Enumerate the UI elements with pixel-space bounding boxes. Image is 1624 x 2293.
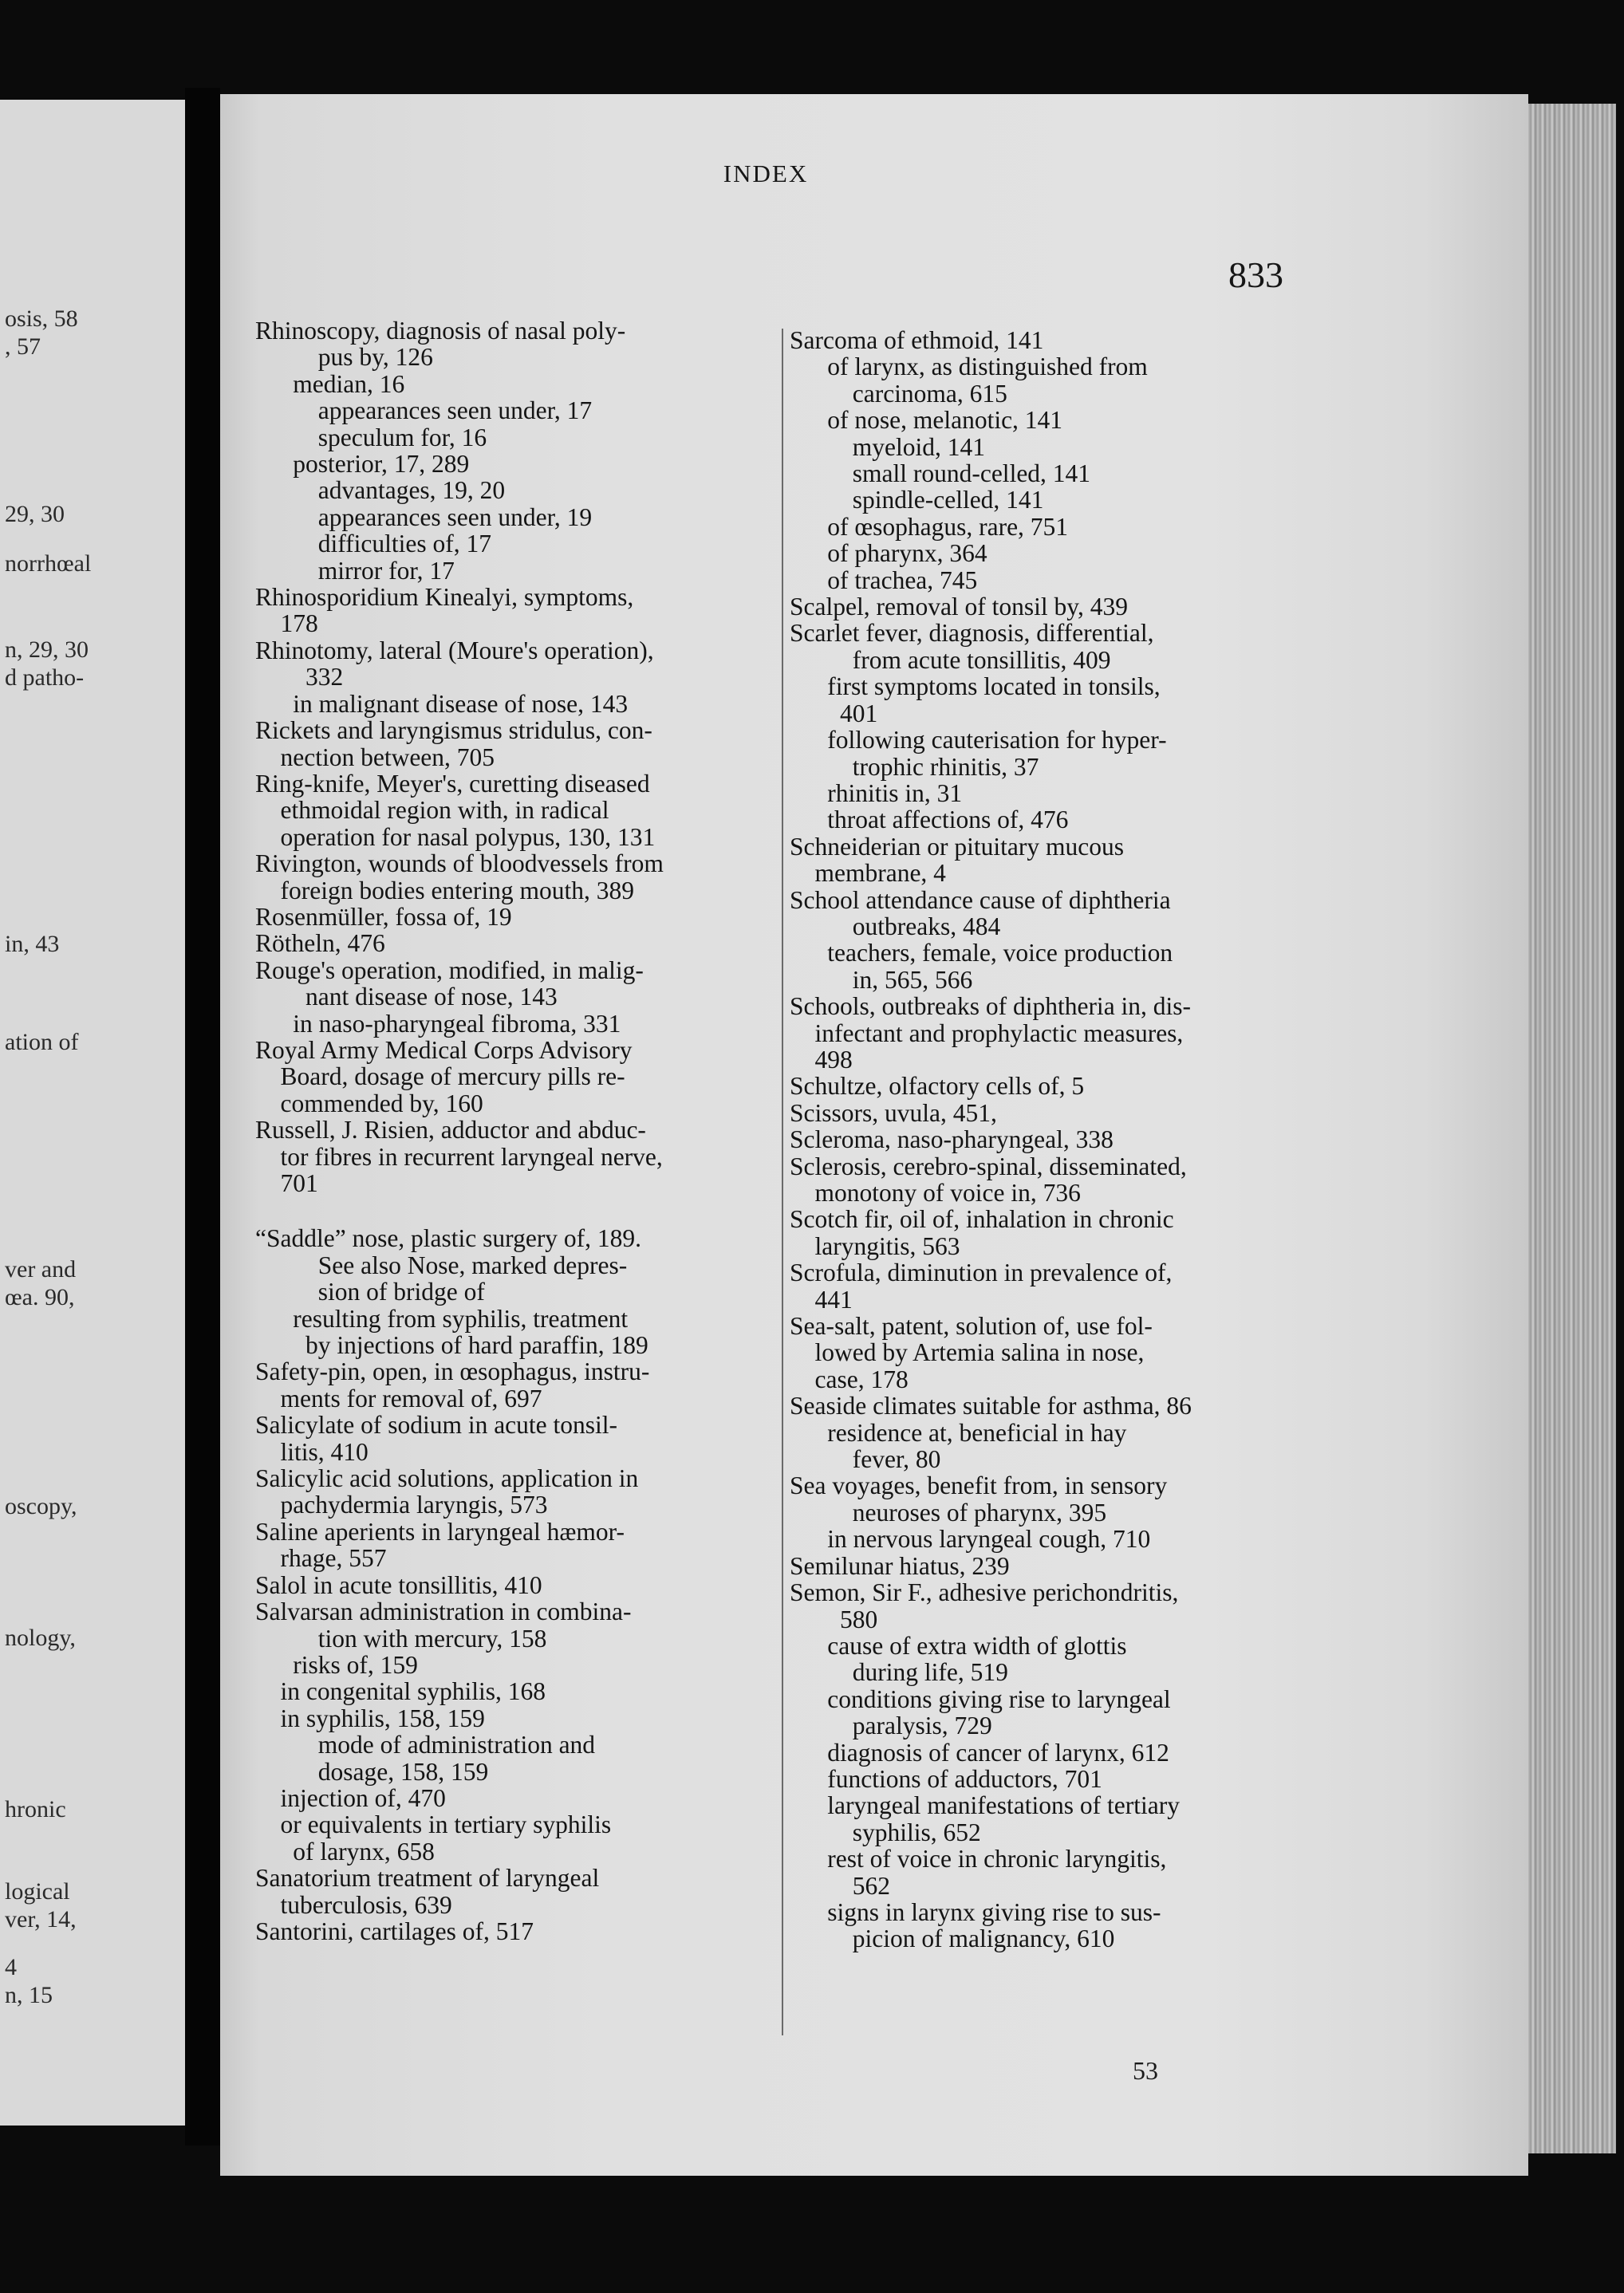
index-entry: sion of bridge of xyxy=(255,1278,485,1306)
index-entry: Royal Army Medical Corps Advisory xyxy=(255,1035,633,1064)
index-entry: mode of administration and xyxy=(255,1731,596,1759)
facing-page-fragment: hronic xyxy=(5,1796,66,1822)
index-entry: pachydermia laryngis, 573 xyxy=(255,1491,548,1519)
index-entry: operation for nasal polypus, 130, 131 xyxy=(255,822,656,851)
index-entry: rhage, 557 xyxy=(255,1544,387,1573)
index-entry: speculum for, 16 xyxy=(255,423,487,451)
facing-page-fragment: nology, xyxy=(5,1625,76,1651)
index-entry: myeloid, 141 xyxy=(790,432,985,461)
facing-page-fragment: , 57 xyxy=(5,333,41,360)
index-entry: in malignant disease of nose, 143 xyxy=(255,689,629,718)
index-entry: Sanatorium treatment of laryngeal xyxy=(255,1864,600,1893)
index-entry: Santorini, cartilages of, 517 xyxy=(255,1917,534,1945)
index-entry: Saline aperients in laryngeal hæmor- xyxy=(255,1517,625,1546)
index-entry: risks of, 159 xyxy=(255,1650,418,1679)
index-entry: Salicylate of sodium in acute tonsil- xyxy=(255,1411,618,1440)
index-entry: pus by, 126 xyxy=(255,343,433,372)
index-entry: appearances seen under, 17 xyxy=(255,396,593,425)
index-entry: foreign bodies entering mouth, 389 xyxy=(255,876,635,904)
index-entry: in congenital syphilis, 168 xyxy=(255,1677,546,1706)
index-entry: Scotch fir, oil of, inhalation in chronic xyxy=(790,1205,1174,1234)
index-entry: 441 xyxy=(790,1285,853,1314)
index-entry: in nervous laryngeal cough, 710 xyxy=(790,1525,1151,1554)
index-entry: cause of extra width of glottis xyxy=(790,1631,1127,1660)
index-entry: teachers, female, voice production xyxy=(790,939,1173,967)
index-entry: first symptoms located in tonsils, xyxy=(790,672,1161,701)
page-number: 833 xyxy=(1228,254,1283,295)
facing-page-fragment: œa. 90, xyxy=(5,1284,75,1310)
index-entry: Rhinoscopy, diagnosis of nasal poly- xyxy=(255,317,626,345)
index-entry: 562 xyxy=(790,1871,890,1900)
index-entry: following cauterisation for hyper- xyxy=(790,726,1167,754)
index-entry: dosage, 158, 159 xyxy=(255,1757,489,1786)
index-entry: mirror for, 17 xyxy=(255,556,455,585)
index-entry: Scrofula, diminution in prevalence of, xyxy=(790,1259,1173,1287)
index-entry: Scarlet fever, diagnosis, differential, xyxy=(790,619,1154,648)
index-entry: Sea voyages, benefit from, in sensory xyxy=(790,1472,1168,1500)
column-rule xyxy=(782,329,783,2035)
index-entry: laryngitis, 563 xyxy=(790,1231,960,1260)
index-entry: Schultze, olfactory cells of, 5 xyxy=(790,1072,1085,1101)
index-entry: of larynx, as distinguished from xyxy=(790,353,1148,381)
index-entry: carcinoma, 615 xyxy=(790,379,1007,408)
facing-page xyxy=(0,100,185,2126)
index-entry: tion with mercury, 158 xyxy=(255,1624,547,1653)
index-entry: Rötheln, 476 xyxy=(255,929,385,958)
running-head: INDEX xyxy=(723,160,809,187)
index-entry: of pharynx, 364 xyxy=(790,539,987,568)
index-entry: of trachea, 745 xyxy=(790,565,978,594)
index-entry: syphilis, 652 xyxy=(790,1818,981,1846)
index-entry: small round-celled, 141 xyxy=(790,459,1091,488)
index-entry: appearances seen under, 19 xyxy=(255,502,593,531)
index-entry: neuroses of pharynx, 395 xyxy=(790,1498,1107,1527)
facing-page-fragment: d patho- xyxy=(5,664,85,691)
index-entry: fever, 80 xyxy=(790,1445,941,1474)
index-entry: Rouge's operation, modified, in malig- xyxy=(255,955,644,984)
index-entry: Rosenmüller, fossa of, 19 xyxy=(255,902,512,931)
index-entry: Safety-pin, open, in œsophagus, instru- xyxy=(255,1357,650,1386)
facing-page-fragment: n, 29, 30 xyxy=(5,636,89,663)
index-entry: functions of adductors, 701 xyxy=(790,1764,1102,1793)
index-entry: in, 565, 566 xyxy=(790,965,973,994)
facing-page-fragment: norrhœal xyxy=(5,550,92,577)
index-entry: 580 xyxy=(790,1605,878,1633)
index-entry: School attendance cause of diphtheria xyxy=(790,885,1171,914)
index-entry: difficulties of, 17 xyxy=(255,530,492,558)
index-entry: paralysis, 729 xyxy=(790,1712,992,1740)
index-entry: ments for removal of, 697 xyxy=(255,1384,542,1412)
index-entry: 401 xyxy=(790,699,878,727)
index-entry: picion of malignancy, 610 xyxy=(790,1925,1115,1953)
index-entry: conditions giving rise to laryngeal xyxy=(790,1684,1171,1713)
signature-mark: 53 xyxy=(1133,2056,1158,2085)
index-entry: Board, dosage of mercury pills re- xyxy=(255,1062,625,1091)
index-entry: Scissors, uvula, 451, xyxy=(790,1098,997,1127)
index-entry: case, 178 xyxy=(790,1365,909,1393)
index-entry: residence at, beneficial in hay xyxy=(790,1418,1127,1447)
index-entry: posterior, 17, 289 xyxy=(255,450,470,479)
index-entry: 498 xyxy=(790,1045,853,1074)
index-entry: lowed by Artemia salina in nose, xyxy=(790,1338,1145,1367)
index-entry: “Saddle” nose, plastic surgery of, 189. xyxy=(255,1224,642,1253)
index-entry: Sea-salt, patent, solution of, use fol- xyxy=(790,1312,1153,1341)
index-entry: median, 16 xyxy=(255,369,405,398)
index-entry: outbreaks, 484 xyxy=(790,912,1001,940)
index-entry: resulting from syphilis, treatment xyxy=(255,1304,629,1333)
index-entry: Scalpel, removal of tonsil by, 439 xyxy=(790,593,1129,621)
index-entry: of nose, melanotic, 141 xyxy=(790,406,1063,435)
index-entry: spindle-celled, 141 xyxy=(790,486,1044,514)
index-entry: membrane, 4 xyxy=(790,859,946,888)
facing-page-fragment: in, 43 xyxy=(5,931,60,957)
facing-page-fragment: ver and xyxy=(5,1256,77,1282)
index-entry: injection of, 470 xyxy=(255,1783,446,1812)
index-entry: rhinitis in, 31 xyxy=(790,778,963,807)
index-entry: ethmoidal region with, in radical xyxy=(255,796,609,825)
index-entry: diagnosis of cancer of larynx, 612 xyxy=(790,1738,1169,1767)
index-entry: Rhinotomy, lateral (Moure's operation), xyxy=(255,636,654,664)
index-entry: Sclerosis, cerebro-spinal, disseminated, xyxy=(790,1152,1187,1180)
index-entry: Russell, J. Risien, adductor and abduc- xyxy=(255,1116,646,1145)
index-entry: trophic rhinitis, 37 xyxy=(790,752,1039,781)
index-entry: Semon, Sir F., adhesive perichondritis, xyxy=(790,1578,1179,1607)
index-entry: 178 xyxy=(255,609,318,638)
index-entry: laryngeal manifestations of tertiary xyxy=(790,1791,1180,1820)
index-entry: by injections of hard paraffin, 189 xyxy=(255,1331,648,1360)
index-entry: nant disease of nose, 143 xyxy=(255,983,558,1011)
index-column-right xyxy=(790,327,1292,1952)
index-entry: in syphilis, 158, 159 xyxy=(255,1704,485,1732)
facing-page-fragment: ver, 14, xyxy=(5,1906,77,1933)
index-entry: during life, 519 xyxy=(790,1658,1008,1687)
facing-page-fragment: oscopy, xyxy=(5,1493,77,1519)
index-column-left xyxy=(255,317,766,1944)
facing-page-fragment: logical xyxy=(5,1878,70,1905)
index-entry: 332 xyxy=(255,663,344,691)
index-entry: Salol in acute tonsillitis, 410 xyxy=(255,1570,542,1599)
index-entry: throat affections of, 476 xyxy=(790,806,1069,834)
index-entry: Rickets and laryngismus stridulus, con- xyxy=(255,716,652,745)
index-entry: in naso-pharyngeal fibroma, 331 xyxy=(255,1009,621,1038)
index-entry xyxy=(255,1196,766,1225)
index-entry: nection between, 705 xyxy=(255,743,495,771)
index-entry: Ring-knife, Meyer's, curetting diseased xyxy=(255,769,650,798)
facing-page-fragment: n, 15 xyxy=(5,1982,53,2008)
facing-page-fragment: 29, 30 xyxy=(5,501,65,527)
index-entry: from acute tonsillitis, 409 xyxy=(790,645,1111,674)
index-entry: rest of voice in chronic laryngitis, xyxy=(790,1845,1167,1873)
index-entry: signs in larynx giving rise to sus- xyxy=(790,1897,1161,1926)
index-entry: Salicylic acid solutions, application in xyxy=(255,1464,639,1493)
index-entry: See also Nose, marked depres- xyxy=(255,1251,628,1279)
book-gutter xyxy=(185,88,220,2145)
index-entry: Schneiderian or pituitary mucous xyxy=(790,832,1125,861)
index-entry: tor fibres in recurrent laryngeal nerve, xyxy=(255,1142,663,1171)
index-entry: of larynx, 658 xyxy=(255,1837,435,1866)
index-entry: Seaside climates suitable for asthma, 86 xyxy=(790,1392,1192,1420)
page-edges xyxy=(1528,104,1616,2153)
facing-page-fragment: 4 xyxy=(5,1954,17,1980)
index-entry: Semilunar hiatus, 239 xyxy=(790,1551,1010,1580)
index-entry: monotony of voice in, 736 xyxy=(790,1179,1081,1207)
facing-page-fragment: ation of xyxy=(5,1029,79,1055)
index-entry: of œsophagus, rare, 751 xyxy=(790,512,1069,541)
index-entry: Rhinosporidium Kinealyi, symptoms, xyxy=(255,583,634,612)
index-entry: Salvarsan administration in combina- xyxy=(255,1598,632,1626)
index-entry: Sarcoma of ethmoid, 141 xyxy=(790,326,1044,354)
index-entry: or equivalents in tertiary syphilis xyxy=(255,1810,612,1839)
index-entry: Scleroma, naso-pharyngeal, 338 xyxy=(790,1125,1114,1154)
index-entry: litis, 410 xyxy=(255,1437,369,1466)
index-entry: commended by, 160 xyxy=(255,1089,483,1117)
index-entry: 701 xyxy=(255,1169,318,1197)
index-entry: Rivington, wounds of bloodvessels from xyxy=(255,849,664,878)
index-entry: advantages, 19, 20 xyxy=(255,476,506,505)
index-entry: Schools, outbreaks of diphtheria in, dis- xyxy=(790,992,1192,1021)
index-entry: tuberculosis, 639 xyxy=(255,1890,452,1919)
index-entry: infectant and prophylactic measures, xyxy=(790,1018,1184,1047)
facing-page-fragment: osis, 58 xyxy=(5,305,78,332)
